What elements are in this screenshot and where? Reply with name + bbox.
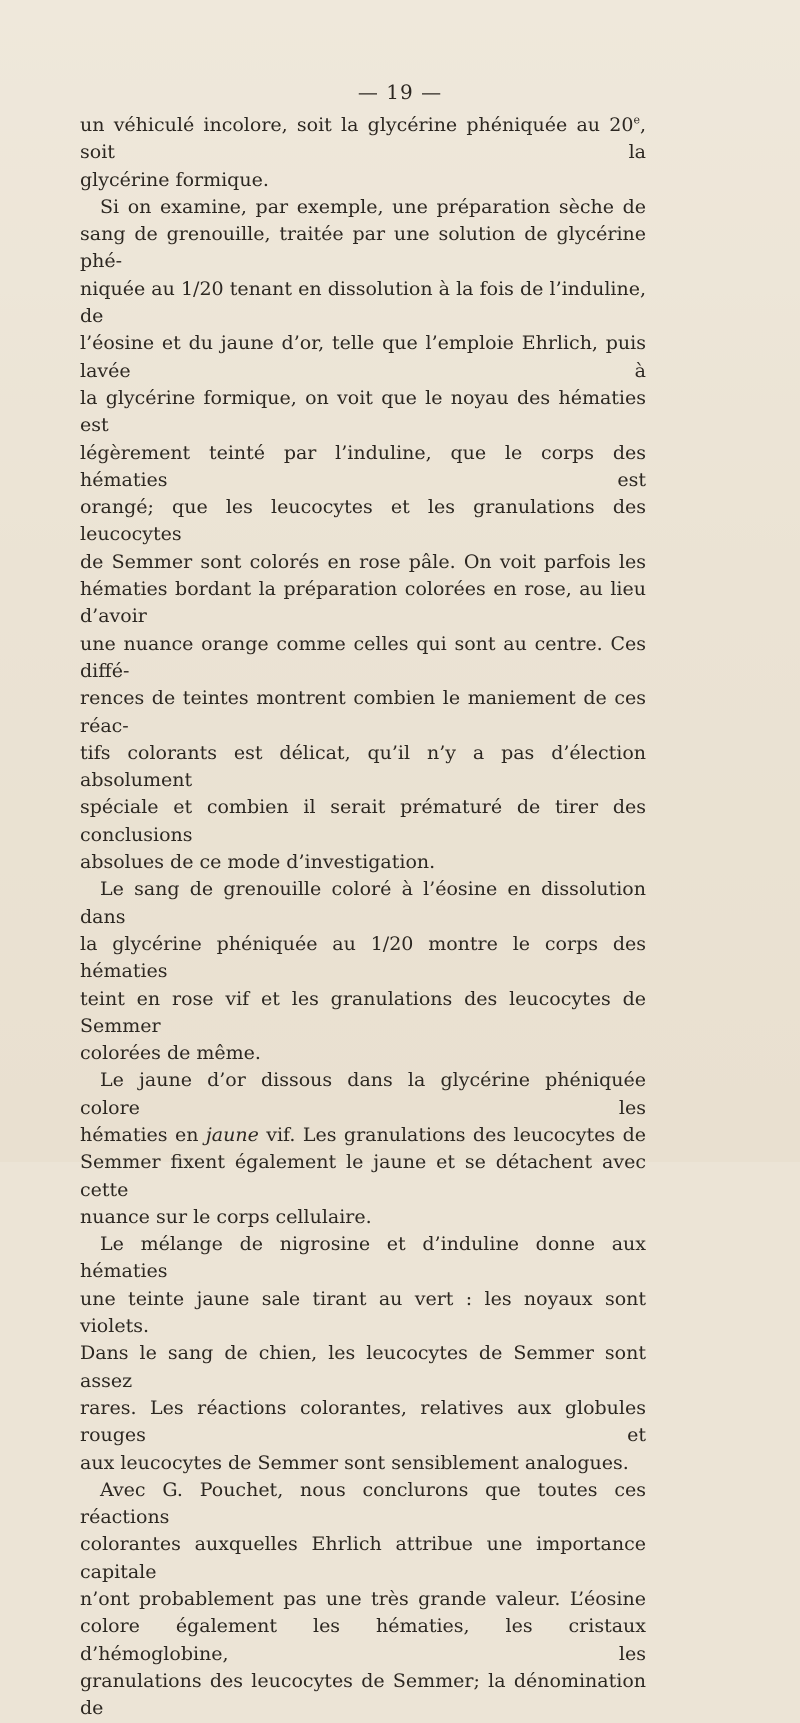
- line-text: absolues de ce mode d’investigation.: [80, 851, 436, 874]
- text-line: [80, 440, 646, 495]
- line-text: rences de teintes montrent combien le maniement de ces réac-: [80, 687, 646, 737]
- text-line: [80, 931, 646, 986]
- text-line: [80, 1613, 646, 1668]
- text-line: [80, 1395, 646, 1450]
- text-line: [80, 276, 646, 331]
- text-line: [80, 385, 646, 440]
- line-text: glycérine formique.: [80, 168, 269, 191]
- text-line: [80, 794, 646, 849]
- body-text: [80, 112, 646, 1723]
- line-text: Le jaune d’or dissous dans la glycérine phéniquée colore les: [80, 1069, 646, 1119]
- line-text-continued: vif. Les granulations des leucocytes de: [258, 1123, 646, 1146]
- text-line: [80, 112, 646, 167]
- line-text: Le sang de grenouille coloré à l’éosine en dissolution dans: [80, 878, 646, 928]
- text-line: [80, 1340, 646, 1395]
- line-text: teint en rose vif et les granulations des leucocytes de Semmer: [80, 987, 646, 1037]
- text-line: [80, 494, 646, 549]
- line-text: une nuance orange comme celles qui sont au centre. Ces diffé-: [80, 632, 646, 682]
- line-text: légèrement teinté par l’induline, que le corps des hématies est: [80, 441, 646, 491]
- line-text: hématies bordant la préparation colorées en rose, au lieu d’avoir: [80, 578, 646, 628]
- text-line: [80, 1450, 646, 1477]
- text-line: [80, 1067, 646, 1122]
- line-text: n’ont probablement pas une très grande valeur. L’éosine: [80, 1588, 646, 1611]
- line-text: Semmer fixent également le jaune et se détachent avec cette: [80, 1151, 646, 1201]
- text-line: [80, 849, 646, 876]
- line-text: Le mélange de nigrosine et d’induline donne aux hématies: [80, 1233, 646, 1283]
- text-line: [80, 1040, 646, 1067]
- line-text: tifs colorants est délicat, qu’il n’y a pas d’élection absolument: [80, 741, 646, 792]
- page-number: — 19 —: [357, 80, 443, 104]
- text-line: [80, 986, 646, 1041]
- text-line: [80, 194, 646, 221]
- line-text: Dans le sang de chien, les leucocytes de Semmer sont assez: [80, 1342, 646, 1392]
- text-line: [80, 631, 646, 686]
- text-line: [80, 221, 646, 276]
- text-line: [80, 1149, 646, 1204]
- text-line: [80, 685, 646, 740]
- line-text: nuance sur le corps cellulaire.: [80, 1205, 372, 1228]
- line-text: Si on examine, par exemple, une préparation sèche de: [100, 195, 646, 218]
- line-text: niquée au 1/20 tenant en dissolution à la fois de l’induline, de: [80, 277, 646, 328]
- text-line: [80, 1286, 646, 1341]
- italic-word: jaune: [205, 1123, 259, 1146]
- text-line: [80, 330, 646, 385]
- text-line: [80, 167, 646, 194]
- text-line: [80, 1668, 646, 1723]
- text-line: [80, 549, 646, 576]
- line-text: la glycérine phéniquée au 1/20 montre le corps des hématies: [80, 932, 646, 983]
- line-text: Avec G. Pouchet, nous conclurons que toutes ces réactions: [80, 1478, 646, 1529]
- text-line: [80, 1204, 646, 1231]
- line-text: une teinte jaune sale tirant au vert : les noyaux sont violets.: [80, 1287, 646, 1338]
- superscript: e: [633, 113, 640, 127]
- line-text: hématies en: [80, 1123, 206, 1146]
- line-text: un véhiculé incolore, soit la glycérine phéniquée au 20: [80, 114, 634, 136]
- line-text: granulations des leucocytes de Semmer; la dénomination de: [80, 1669, 646, 1720]
- line-text: la glycérine formique, on voit que le noyau des hématies est: [80, 386, 646, 437]
- line-text: l’éosine et du jaune d’or, telle que l’emploie Ehrlich, puis lavée à: [80, 332, 646, 382]
- text-line: [80, 1531, 646, 1586]
- line-text: colore également les hématies, les cristaux d’hémoglobine, les: [80, 1615, 646, 1665]
- text-line: [80, 1122, 646, 1149]
- line-text: orangé; que les leucocytes et les granulations des leucocytes: [80, 496, 646, 546]
- line-text: colorées de même.: [80, 1042, 261, 1065]
- line-text: rares. Les réactions colorantes, relatives aux globules rouges et: [80, 1396, 646, 1447]
- line-text: colorantes auxquelles Ehrlich attribue une importance capitale: [80, 1533, 646, 1583]
- text-line: [80, 1586, 646, 1613]
- line-text: de Semmer sont colorés en rose pâle. On voit parfois les: [80, 550, 646, 573]
- line-text: sang de grenouille, traitée par une solution de glycérine phé-: [80, 223, 646, 273]
- text-line: [80, 1231, 646, 1286]
- line-text: aux leucocytes de Semmer sont sensiblement analogues.: [80, 1451, 629, 1474]
- text-line: [80, 740, 646, 795]
- text-line: [80, 576, 646, 631]
- line-text: spéciale et combien il serait prématuré de tirer des conclusions: [80, 796, 646, 846]
- text-line: [80, 876, 646, 931]
- line-text-continued: , soit la: [80, 114, 646, 164]
- text-line: [80, 1477, 646, 1532]
